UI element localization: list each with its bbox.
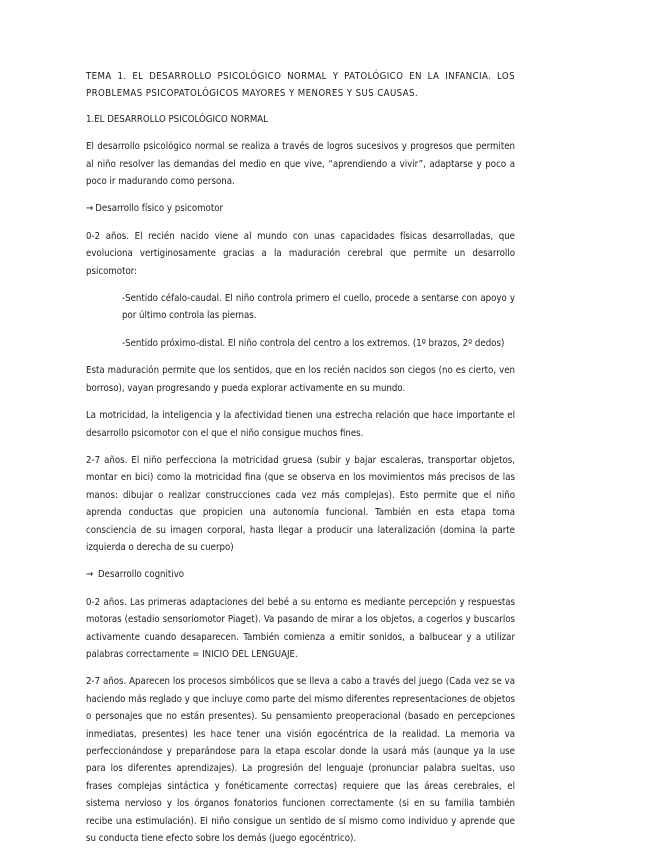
subheading-physical xyxy=(86,200,515,217)
subheading-cognitive-label: Desarrollo cognitivo xyxy=(97,569,185,581)
paragraph-physical-2-7: 2-7 años. El niño perfecciona la motricidad gruesa (subir y bajar escaleras, transportar objetos, montar en bici) como la motricidad fina (que se observa en los movimientos más precisos de las manos: dibujar o realizar construcciones cada vez más complejas). Esto permite que el niño aprenda conductas que propicien una autonomía funcional. También en esta etapa toma consciencia de su imagen corporal, hasta llegar a producir una lateralización (domina la parte izquierda o derecha de su cuerpo) xyxy=(86,454,515,553)
intro-paragraph: El desarrollo psicológico normal se realiza a través de logros sucesivos y progresos que permiten al niño resolver las demandas del medio en que vive, “aprendiendo a vivir”, adaptarse y poco a poco ir madurando como persona. xyxy=(86,141,515,188)
subheading-physical-label: Desarrollo físico y psicomotor xyxy=(95,203,224,215)
paragraph-cognitive-0-2: 0-2 años. Las primeras adaptaciones del bebé a su entorno es mediante percepción y respuestas motoras (estadio sensoriomotor Piaget). Va pasando de mirar a los objetos, a cogerlos y buscarlos activamente cuando desaparecen. También comienza a emitir sonidos, a balbucear y a utilizar palabras correctamente = INICIO DEL LENGUAJE. xyxy=(86,596,515,660)
section-heading: 1.EL DESARROLLO PSICOLÓGICO NORMAL xyxy=(86,113,268,125)
bullet-proximo-distal: -Sentido próximo-distal. El niño controla del centro a los extremos. (1º brazos, 2º dedos) xyxy=(122,337,505,349)
document-title: TEMA 1. EL DESARROLLO PSICOLÓGICO NORMAL Y PATOLÓGICO EN LA INFANCIA. LOS PROBLEMAS PSICOPATOLÓGICOS MAYORES Y MENORES Y SUS CAUSAS. xyxy=(86,71,515,100)
paragraph-cognitive-2-7: 2-7 años. Aparecen los procesos simbólicos que se lleva a cabo a través del juego (Cada vez se va haciendo más reglado y que incluye como parte del mismo diferentes representaciones de objetos o personajes que no están presentes). Su pensamiento preoperacional (basado en percepciones inmediatas, presentes) les hace tener una visión egocéntrica de la realidad. La memoria va perfeccionándose y preparándose para la etapa escolar donde la usará más (aunque ya la use para los diferentes aprendizajes). La progresión del lenguaje (pronunciar palabra sueltas, uso frases complejas sintáctica y fonéticamente correctas) requiere que las áreas cerebrales, el sistema nervioso y los órganos fonatorios funcionen correctamente (si en su familia también recibe una estimulación). El niño consigue un sentido de sí mismo como individuo y aprende que su conducta tiene efecto sobre los demás (juego egocéntrico). xyxy=(86,676,515,845)
paragraph-physical-0-2: 0-2 años. El recién nacido viene al mundo con unas capacidades físicas desarrolladas, que evoluciona vertiginosamente gracias a la maduración cerebral que permite un desarrollo psicomotor: xyxy=(86,230,515,277)
arrow-icon: → xyxy=(86,569,94,581)
subheading-cognitive xyxy=(86,566,515,583)
arrow-icon: → xyxy=(86,203,94,215)
paragraph-maturation: Esta maduración permite que los sentidos, que en los recién nacidos son ciegos (no es cierto, ven borroso), vayan progresando y pueda explorar activamente en su mundo. xyxy=(86,365,515,394)
paragraph-motricity: La motricidad, la inteligencia y la afectividad tienen una estrecha relación que hace importante el desarrollo psicomotor con el que el niño consigue muchos fines. xyxy=(86,410,515,439)
bullet-cefalo-caudal: -Sentido céfalo-caudal. El niño controla primero el cuello, procede a sentarse con apoyo y por último controla las piernas. xyxy=(122,293,515,322)
document-page xyxy=(86,68,515,857)
